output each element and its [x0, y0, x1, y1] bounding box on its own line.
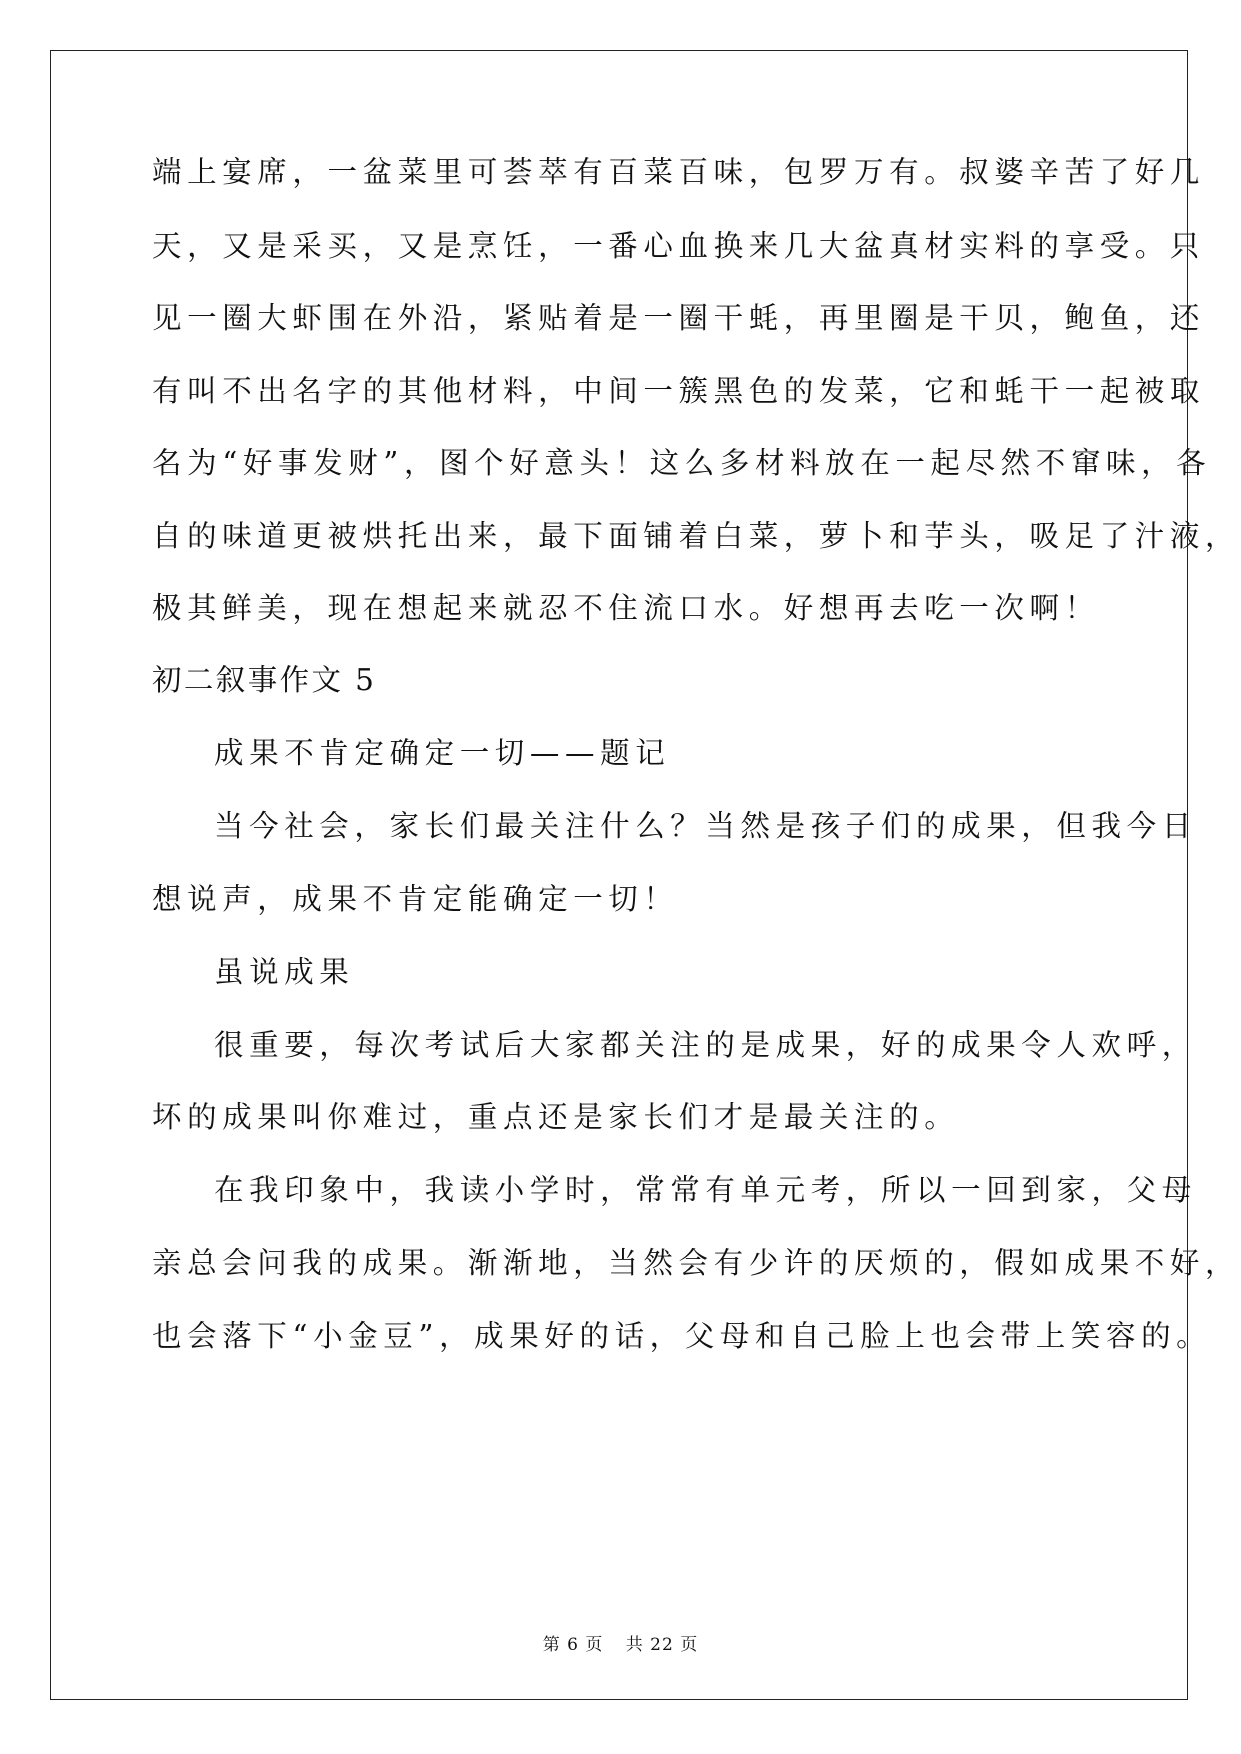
text-line: 虽说成果: [214, 955, 355, 989]
text-line: 想说声，成果不肯定能确定一切！: [152, 882, 679, 916]
text-line: 亲总会问我的成果。渐渐地，当然会有少许的厌烦的，假如成果不好，: [152, 1246, 1241, 1280]
text-line: 当今社会，家长们最关注什么？当然是孩子们的成果，但我今日: [214, 809, 1197, 843]
text-line: 自的味道更被烘托出来，最下面铺着白菜，萝卜和芋头，吸足了汁液，: [152, 519, 1241, 553]
epigraph: 成果不肯定确定一切——题记: [214, 736, 671, 770]
text-line: 坏的成果叫你难过，重点还是家长们才是最关注的。: [152, 1100, 960, 1134]
page-number: 第 6 页: [542, 1635, 604, 1655]
text-line: 天，又是采买，又是烹饪，一番心血换来几大盆真材实料的享受。只: [152, 229, 1206, 263]
text-line: 很重要，每次考试后大家都关注的是成果，好的成果令人欢呼，: [214, 1028, 1197, 1062]
text-line: 在我印象中，我读小学时，常常有单元考，所以一回到家，父母: [214, 1173, 1197, 1207]
text-line: 名为“好事发财”，图个好意头！这么多材料放在一起尽然不窜味，各: [152, 446, 1212, 480]
page-footer: [0, 1630, 1241, 1655]
text-line: 极其鲜美，现在想起来就忍不住流口水。好想再去吃一次啊！: [152, 591, 1100, 625]
section-heading: 初二叙事作文 5: [152, 663, 377, 697]
text-line: 有叫不出名字的其他材料，中间一簇黑色的发菜，它和蚝干一起被取: [152, 374, 1206, 408]
page-total: 共 22 页: [625, 1635, 699, 1655]
text-line: 端上宴席，一盆菜里可荟萃有百菜百味，包罗万有。叔婆辛苦了好几: [152, 155, 1206, 189]
text-line: 见一圈大虾围在外沿，紧贴着是一圈干蚝，再里圈是干贝，鲍鱼，还: [152, 301, 1206, 335]
text-line: 也会落下“小金豆”，成果好的话，父母和自己脸上也会带上笑容的。: [152, 1319, 1212, 1353]
